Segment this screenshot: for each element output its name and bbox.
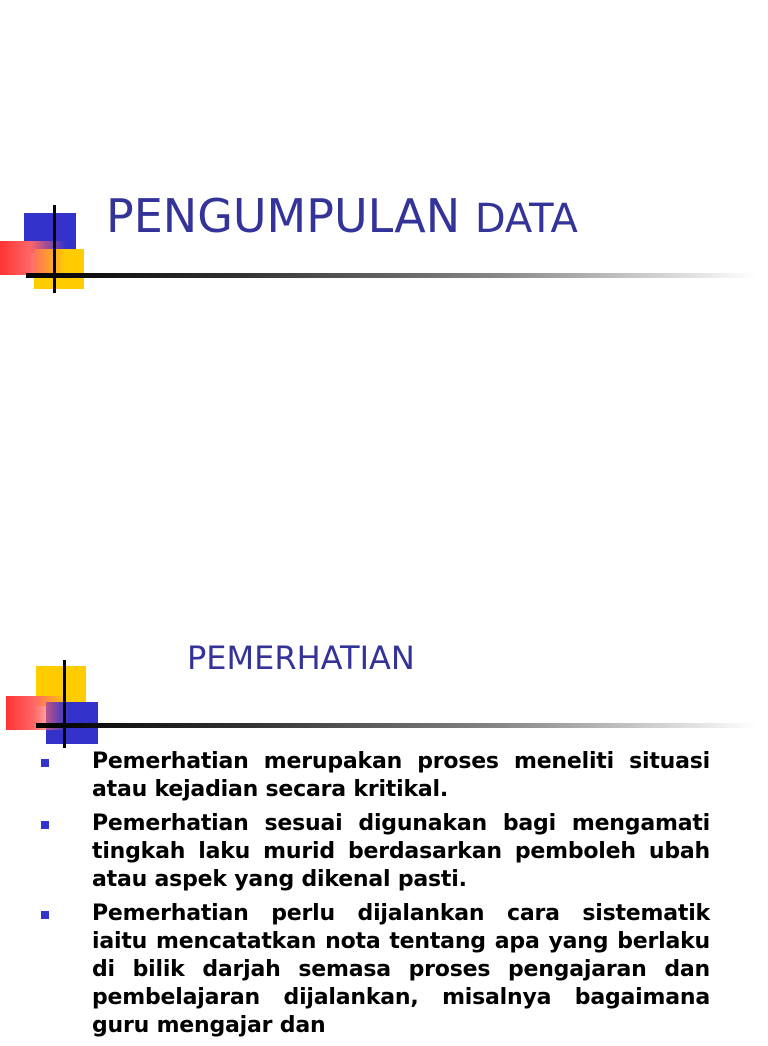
list-item [38, 810, 710, 894]
bullet-square-icon [41, 821, 49, 829]
slide-title: PEMERHATIAN [187, 639, 415, 677]
bullet-square-icon [41, 911, 49, 919]
bullet-list [38, 748, 710, 1046]
title-underline [36, 723, 756, 728]
slide-2 [0, 576, 768, 1038]
bullet-text: Pemerhatian sesuai digunakan bagi mengamati tingkah laku murid berdasarkan pemboleh ubah atau aspek yang dikenal pasti. [92, 811, 710, 892]
title-tail-text: DATA [474, 196, 578, 242]
bullet-square-icon [41, 759, 49, 767]
title-main-text: PENGUMPULAN [106, 189, 461, 243]
bullet-text: Pemerhatian merupakan proses meneliti situasi atau kejadian secara kritikal. [92, 749, 710, 802]
bullet-text: Pemerhatian perlu dijalankan cara sistematik iaitu mencatatkan nota tentang apa yang berlaku di bilik darjah semasa proses pengajaran dan pembelajaran dijalankan, misalnya bagaimana guru mengajar dan [92, 901, 710, 1038]
corner-decoration-logo [0, 205, 100, 295]
list-item [38, 748, 710, 804]
title-underline [26, 273, 756, 278]
corner-decoration-logo [0, 660, 110, 750]
slide-title [106, 186, 578, 249]
list-item [38, 900, 710, 1040]
